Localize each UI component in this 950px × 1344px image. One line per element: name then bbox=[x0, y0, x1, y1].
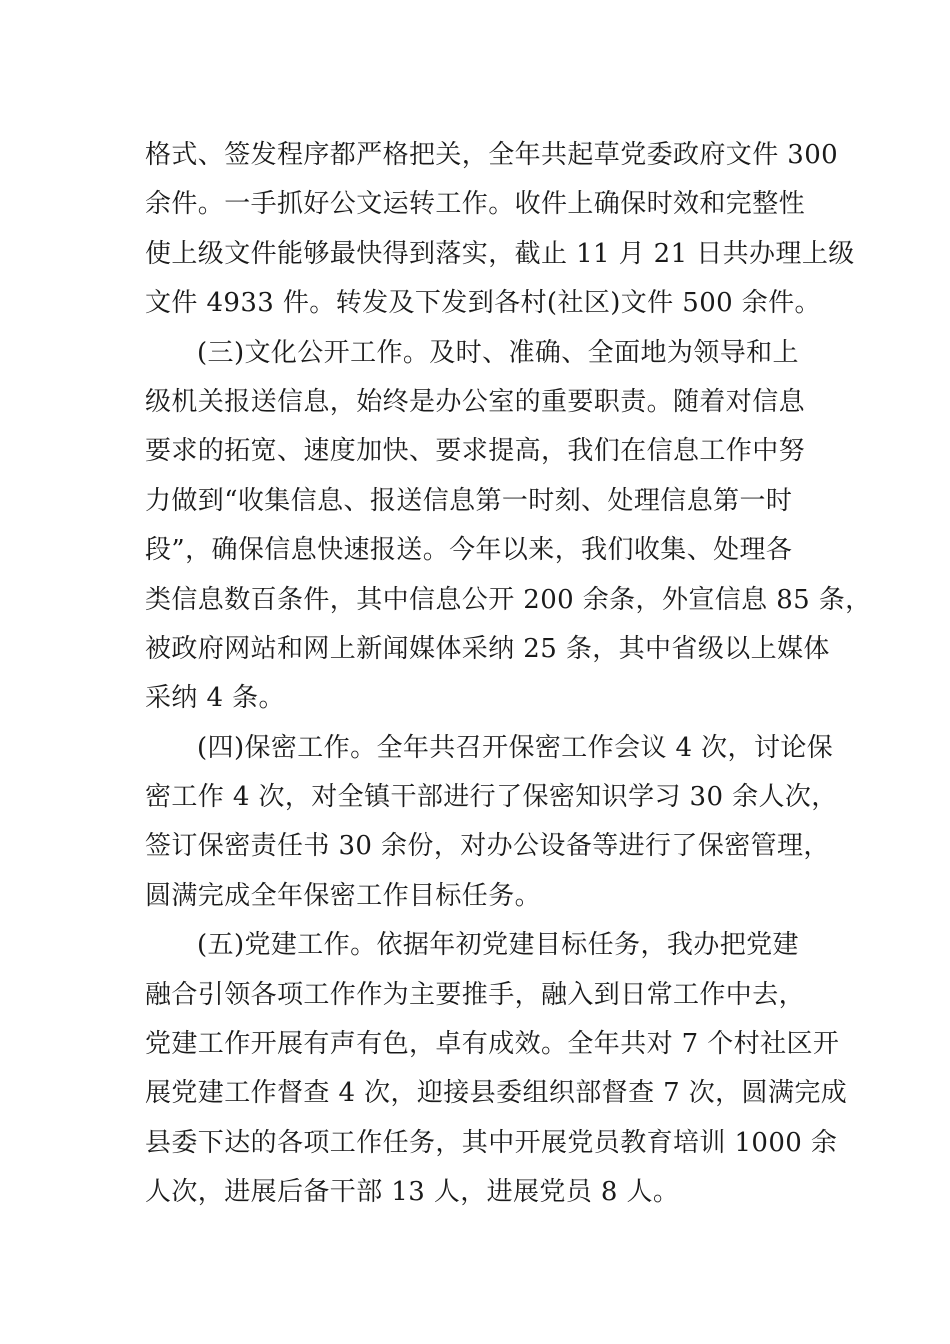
text-line: 力做到“收集信息、报送信息第一时刻、处理信息第一时 bbox=[145, 485, 793, 516]
text-line: 圆满完成全年保密工作目标任务。 bbox=[145, 880, 542, 911]
text-line: 文件 4933 件。转发及下发到各村(社区)文件 500 余件。 bbox=[145, 288, 821, 319]
text-line: 格式、签发程序都严格把关，全年共起草党委政府文件 300 bbox=[145, 140, 839, 170]
text-line: 融合引领各项工作作为主要推手，融入到日常工作中去， bbox=[145, 979, 806, 1010]
text-line: 余件。一手抓好公文运转工作。收件上确保时效和完整性 bbox=[145, 189, 806, 220]
text-line: 党建工作开展有声有色，卓有成效。全年共对 7 个村社区开 bbox=[145, 1029, 840, 1060]
text-line: 签订保密责任书 30 余份，对办公设备等进行了保密管理， bbox=[145, 831, 830, 862]
text-line: 级机关报送信息，始终是办公室的重要职责。随着对信息 bbox=[145, 386, 806, 417]
text-line: 县委下达的各项工作任务，其中开展党员教育培训 1000 余 bbox=[145, 1127, 838, 1158]
text-line: 采纳 4 条。 bbox=[145, 683, 285, 714]
text-line: 密工作 4 次，对全镇干部进行了保密知识学习 30 余人次， bbox=[145, 782, 838, 813]
text-line: 要求的拓宽、速度加快、要求提高，我们在信息工作中努 bbox=[145, 436, 806, 467]
text-line: 段”，确保信息快速报送。今年以来，我们收集、处理各 bbox=[145, 535, 793, 566]
section-heading-line: (三)文化公开工作。及时、准确、全面地为领导和上 bbox=[197, 337, 799, 368]
text-line: 使上级文件能够最快得到落实，截止 11 月 21 日共办理上级 bbox=[145, 238, 855, 269]
text-line: 人次，进展后备干部 13 人，进展党员 8 人。 bbox=[145, 1177, 680, 1208]
section-heading-line: (五)党建工作。依据年初党建目标任务，我办把党建 bbox=[197, 930, 799, 961]
text-line: 展党建工作督查 4 次，迎接县委组织部督查 7 次，圆满完成 bbox=[145, 1078, 848, 1109]
document-body bbox=[145, 131, 872, 1218]
text-line: 被政府网站和网上新闻媒体采纳 25 条，其中省级以上媒体 bbox=[145, 633, 830, 664]
section-heading-line: (四)保密工作。全年共召开保密工作会议 4 次，讨论保 bbox=[197, 732, 834, 763]
text-line: 类信息数百条件，其中信息公开 200 余条，外宣信息 85 条， bbox=[145, 584, 872, 615]
